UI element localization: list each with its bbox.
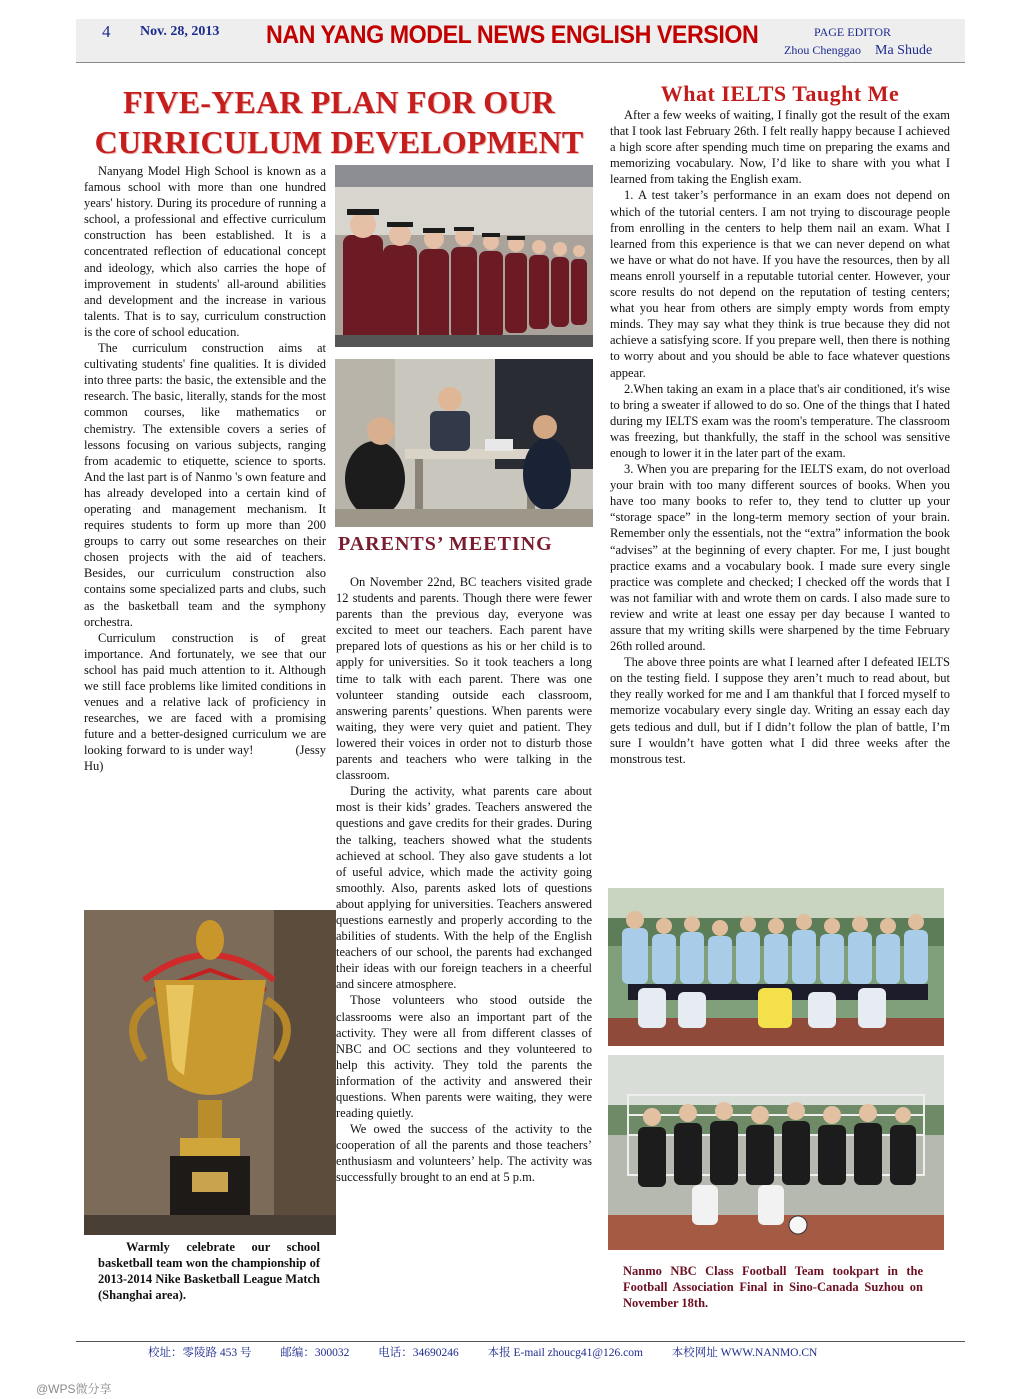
- parents-paragraph-3: Those volunteers who stood outside the classrooms were also an important part of the activity. They were all from different classes of NBC and OC sections and they volunteered to help this activity. They told the parents the information of the activity and answered their questions. When parents were waiting, they were reading quietly.: [336, 993, 592, 1121]
- ielts-article-title: What IELTS Taught Me: [660, 81, 900, 106]
- curriculum-author: (Jessy Hu): [84, 743, 326, 774]
- parents-paragraph-1: On November 22nd, BC teachers visited grade 12 students and parents. Though there were fewer parents than the previous day, everyone was excited to meet our teachers. Each parent have prepared lots of questions as his or her child is to apply for universities. So it took teachers a long time to talk with each parent. There was one volunteer standing outside each classroom, answering parents’ questions. When parents were waiting, they were very quiet and patient. They lowered their voices in order not to disturb those parents and teachers who were talking in the classroom.: [336, 575, 592, 783]
- footer-website: 本校网址 WWW.NANMO.CN: [671, 1347, 818, 1359]
- curriculum-paragraph-2: The curriculum construction aims at cultivating students' fine qualities. It is divided into three parts: the basic, the extensible and the research. The basic, literally, stands for the most common courses, like mathematics or chemistry. The extensible covers a series of lessons focusing on various subjects, ranging from academic to etiquette, science to sports. And the last part is of Nanmo 's own feature and has already developed into a certain kind of operating and management mechanism. It requires students to form up more than 200 groups to carry out some researches on their chosen projects with the aid of teachers. Besides, our curriculum construction also contains some specialized parts and clubs, such as the basketball team and the symphony orchestra.: [84, 341, 326, 629]
- curriculum-paragraph-3-text: Curriculum construction is of great importance. And fortunately, we see that our school has paid much attention to it. Although we still face problems like limited conditions in venues and a relative lack of proficiency in researches, we are faced with a promising future and a better-designed curriculum we are looking forward to is under way!: [84, 630, 326, 758]
- issue-date: Nov. 28, 2013: [140, 24, 220, 39]
- editor-2: Ma Shude: [875, 43, 933, 58]
- curriculum-article-body: [84, 163, 326, 775]
- footer-postcode: 邮编：300032: [280, 1347, 350, 1359]
- curriculum-paragraph-1: Nanyang Model High School is known as a famous school with more than one hundred years' history. During its procedure of running a school, a professional and effective curriculum construction has been established. It is a concentrated reflection of educational concept and ideology, which also carries the hope of improvement in students' all-around abilities and development and the increase in various talents. That is to say, curriculum construction is the core of school education.: [84, 164, 326, 339]
- trophy-caption: Warmly celebrate our school basketball team won the championship of 2013-2014 Nike Basketball League Match (Shanghai area).: [98, 1240, 320, 1302]
- parents-meeting-photo: [335, 359, 593, 527]
- page-header: [76, 19, 965, 63]
- page-editor-label: PAGE EDITOR: [814, 25, 892, 39]
- wps-watermark: @WPS微分享: [36, 1382, 112, 1396]
- editor-1: Zhou Chenggao: [784, 43, 861, 57]
- ielts-paragraph-3: 2.When taking an exam in a place that's air conditioned, it's wise to bring a sweater if allowed to do so. One of the things that I hated during my IELTS exam was the room's temperature. The classroom was freezing, but thankfully, the staff in the school was sensitive enough to lower it in the later part of the exam.: [610, 381, 950, 460]
- title-line-2: CURRICULUM DEVELOPMENT: [94, 124, 584, 160]
- curriculum-paragraph-3: [84, 630, 326, 775]
- page-editor-names: [784, 43, 932, 59]
- parents-meeting-title: PARENTS’ MEETING: [338, 533, 553, 555]
- graduation-students-photo: [335, 165, 593, 347]
- title-line-1: FIVE-YEAR PLAN FOR OUR: [123, 84, 555, 120]
- parents-paragraph-2: During the activity, what parents care about most is their kids’ grades. Teachers answered the questions and gave credits for their grades. During the talking, teachers showed what the students achieved at school. They also gave students a lot of useful advice, which made the activity going smoothly. Also, parents asked lots of questions about applying for universities. Teachers answered questions earnestly and properly according to the abilities of students. With the help of the English teachers of our school, the parents had exchanged their ideas with our foreign teachers in a cheerful and sincere atmosphere.: [336, 784, 592, 992]
- footer-phone: 电话：34690246: [378, 1347, 459, 1359]
- ielts-paragraph-4: 3. When you are preparing for the IELTS exam, do not overload your brain with too many different sources of books. When you have too many books to refer to, they tend to clutter up your “storage space” in the long-term memory section of your brain. Remember only the essentials, not the “extra” information the book “advises” at the beginning of every chapter. For me, I just bought practice exams and a vocabulary book. I made sure every single practice was complete and checked; I checked off the words that I was not familiar with and wrote them on cards. I also made sure to review and write at least one essay per day because I wanted to assure that my writing skills were sharpened by the time February 26th rolled around.: [610, 462, 950, 654]
- curriculum-article-title: [84, 82, 594, 162]
- page-footer: [148, 1344, 843, 1360]
- footer-address: 校址：零陵路 453 号: [148, 1347, 252, 1359]
- ielts-article-body: [610, 107, 950, 767]
- football-team-boys-photo: [608, 888, 944, 1046]
- newspaper-title: NAN YANG MODEL NEWS ENGLISH VERSION: [266, 21, 759, 49]
- ielts-paragraph-2: 1. A test taker’s performance in an exam does not depend on which of the tutorial centers. I am not trying to discourage people from enrolling in the centers to help them nail an exam. What I learned from this experience is that we can never depend on what we have or what do not have. If you have the resources, then by all means enroll yourself in a reputable tutorial center. However, your score results do not depend on the reputation of testing centers; what you hear from others are simply empty words from empty minds. They may say what they think is true because they did not achieve a satisfying score. If you prepare well, then there is nothing to worry about and you should be able to face whatever questions appear.: [610, 188, 950, 380]
- footer-email: 本报 E-mail zhoucg41@126.com: [487, 1347, 643, 1359]
- page-number: 4: [102, 22, 111, 41]
- football-team-girls-photo: [608, 1055, 944, 1250]
- footer-divider: [76, 1341, 965, 1342]
- parents-meeting-body: [336, 574, 592, 1186]
- ielts-paragraph-1: After a few weeks of waiting, I finally got the result of the exam that I took last February 26th. I felt really happy because I achieved a high score after spending much time on preparing the exams and memorizing vocabulary. Now, I’d like to share with you what I learned from taking the English exam.: [610, 108, 950, 187]
- football-caption: Nanmo NBC Class Football Team tookpart in the Football Association Final in Sino-Canada Suzhou on November 18th.: [623, 1264, 923, 1310]
- basketball-trophy-photo: [84, 910, 336, 1235]
- ielts-paragraph-5: The above three points are what I learned after I defeated IELTS on the testing field. I suppose they aren’t much to read about, but they really worked for me and I am thankful that I forced myself to memorize vocabulary every single day. Writing an essay each day gets tedious and dull, but if I didn’t follow the plan of battle, I’m sure I wouldn’t have gotten what I did three weeks after the monstrous test.: [610, 655, 950, 766]
- parents-paragraph-4: We owed the success of the activity to the cooperation of all the parents and those teachers’ enthusiasm and volunteers’ help. The activity was successfully brought to an end at 5 p.m.: [336, 1122, 592, 1185]
